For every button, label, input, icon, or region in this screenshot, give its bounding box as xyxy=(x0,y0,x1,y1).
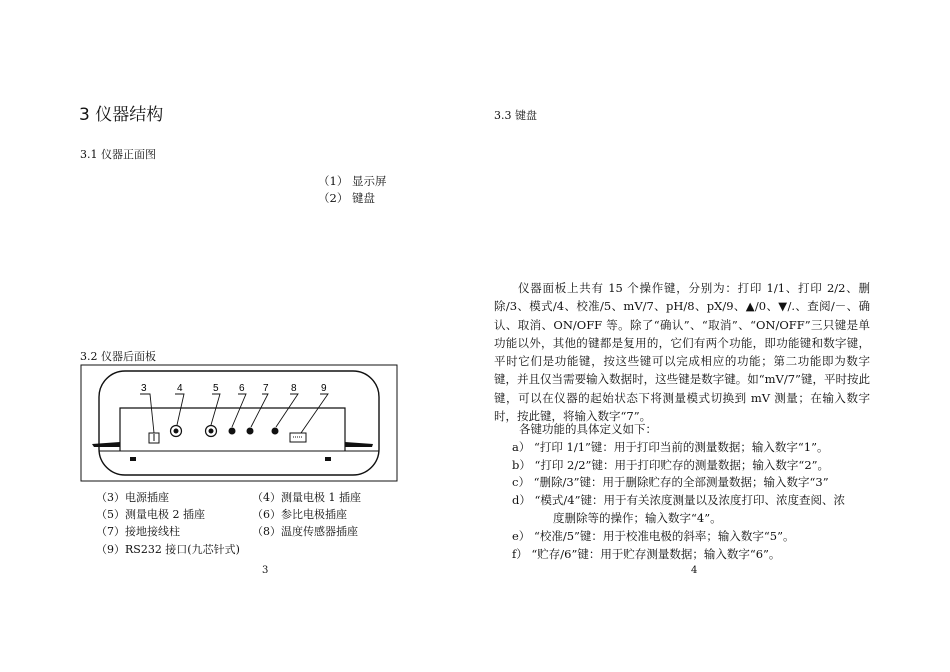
key-def-c: c） “删除/3”键：用于删除贮存的全部测量数据；输入数字“3” xyxy=(512,475,829,489)
key-def-d-continued: 度删除等的操作；输入数字“4”。 xyxy=(553,511,722,525)
foot-right-bottom xyxy=(325,457,331,461)
rear-label-5: （5）测量电极 2 插座 xyxy=(96,508,205,521)
front-legend-display: （1） 显示屏 xyxy=(318,174,387,188)
key-def-b: b） “打印 2/2”键：用于打印贮存的测量数据；输入数字“2”。 xyxy=(512,458,830,472)
callout-4: 4 xyxy=(177,383,183,394)
definitions-intro: 各键功能的具体定义如下： xyxy=(519,422,657,436)
callout-9: 9 xyxy=(321,383,327,394)
section-heading-keyboard: 3.3 键盘 xyxy=(494,109,537,122)
callout-3: 3 xyxy=(141,383,147,394)
key-def-d: d） “模式/4”键：用于有关浓度测量以及浓度打印、浓度查阅、浓 xyxy=(512,493,845,507)
rear-label-3: （3）电源插座 xyxy=(96,491,169,504)
rear-panel-diagram xyxy=(80,364,398,482)
key-def-e: e） “校准/5”键：用于校准电极的斜率；输入数字“5”。 xyxy=(512,529,795,543)
key-def-f: f） “贮存/6”键：用于贮存测量数据；输入数字“6”。 xyxy=(512,547,781,561)
rear-label-8: （8）温度传感器插座 xyxy=(252,525,358,538)
left-foot xyxy=(92,442,120,447)
foot-left-bottom xyxy=(130,457,136,461)
key-def-a: a） “打印 1/1”键：用于打印当前的测量数据；输入数字“1”。 xyxy=(512,440,829,454)
page-number-left: 3 xyxy=(262,565,269,576)
page-number-right: 4 xyxy=(691,565,698,576)
rear-label-9: （9）RS232 接口(九芯针式) xyxy=(96,543,240,556)
right-foot xyxy=(345,442,373,447)
reference-electrode-socket xyxy=(229,428,236,435)
callout-6: 6 xyxy=(239,383,245,394)
front-legend-keyboard: （2） 键盘 xyxy=(318,191,375,205)
temperature-sensor-socket xyxy=(272,428,279,435)
rear-label-4: （4）测量电极 1 插座 xyxy=(252,491,361,504)
ground-terminal xyxy=(247,428,254,435)
rear-label-6: （6）参比电极插座 xyxy=(252,508,347,521)
section-heading-rear-panel: 3.2 仪器后面板 xyxy=(80,350,156,363)
callout-5: 5 xyxy=(213,383,219,394)
section-heading-front-view: 3.1 仪器正面图 xyxy=(80,148,156,161)
callout-7: 7 xyxy=(263,383,269,394)
callout-8: 8 xyxy=(291,383,297,394)
rear-label-7: （7）接地接线柱 xyxy=(96,525,180,538)
chapter-title: 3 仪器结构 xyxy=(79,105,164,125)
leader-lines xyxy=(140,394,328,433)
keyboard-description-paragraph: 仪器面板上共有 15 个操作键，分别为：打印 1/1、打印 2/2、删除/3、模式/4、校准/5、mV/7、pH/8、pX/9、▲/0、▼/.、查阅/－、确认、取消、ON/OFF 等。除了“确认”、“取消”、“ON/OFF”三只键是单功能以外，其他的键都是复用的，它们有两个功能，即功能键和数字键，平时它们是功能键，按这些键可以完成相应的功能；第二功能即为数字键，并且仅当需要输入数据时，这些键是数字键。如“mV/7”键，平时按此键，可以在仪器的起始状态下将测量模式切换到 mV 测量；在输入数字时，按此键，将输入数字“7”。 xyxy=(494,281,870,424)
